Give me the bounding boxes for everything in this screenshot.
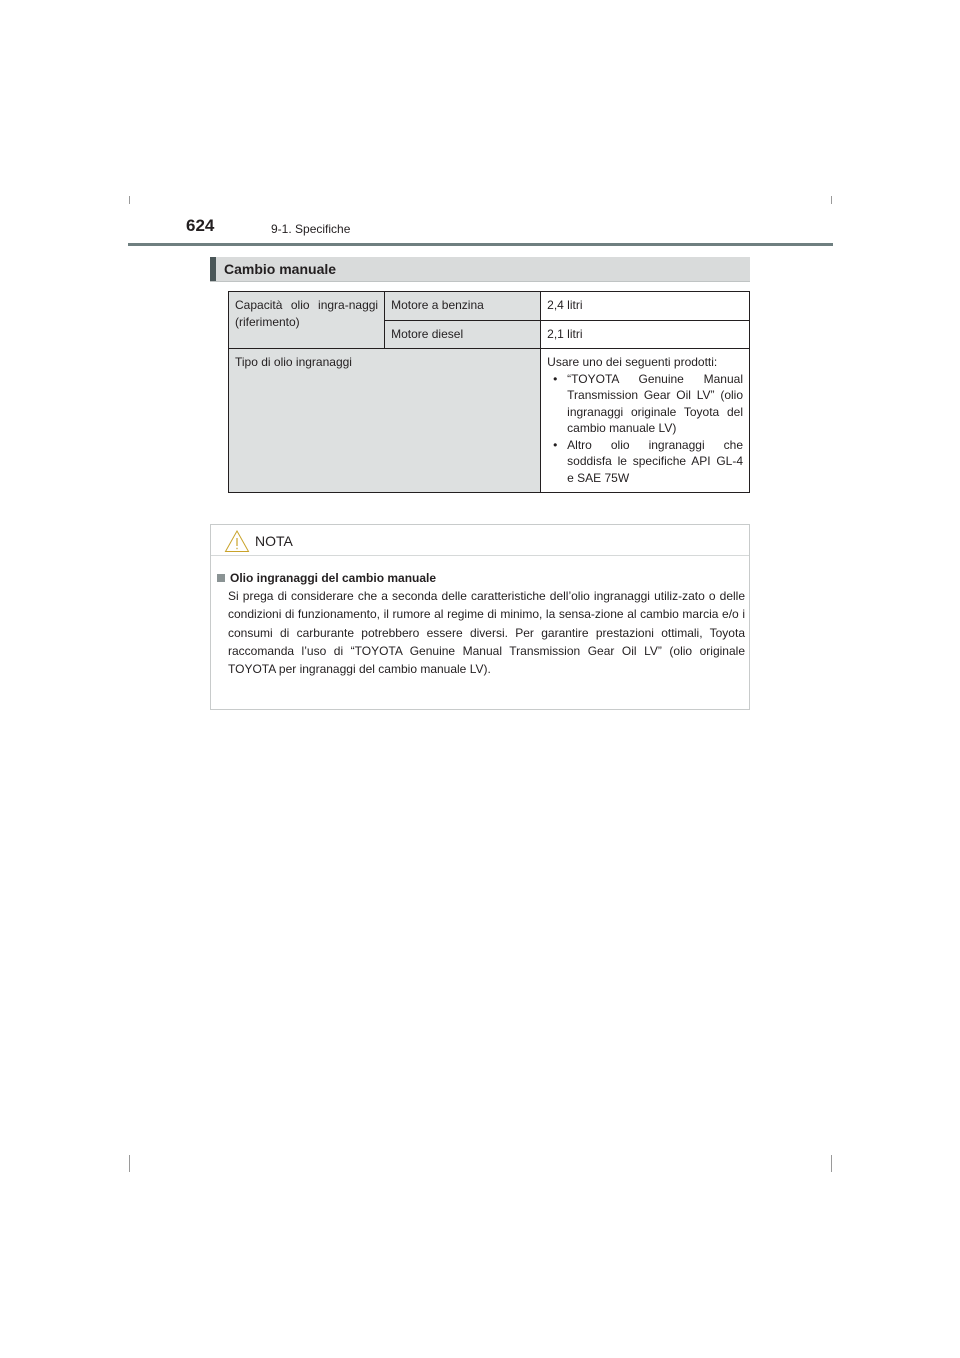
note-content (215, 569, 745, 678)
list-item: • “TOYOTA Genuine Manual Transmission Gear Oil LV” (olio ingranaggi originale Toyota del cambio manuale LV) (547, 371, 743, 437)
table-row (229, 292, 750, 321)
crop-mark (831, 196, 832, 204)
note-body: Si prega di considerare che a seconda delle caratteristiche dell’olio ingranaggi utiliz-zato o delle condizioni di funzionamento, il rumore al regime di minimo, la sensa-zione al cambio marcia e/o i consumi di carburante potrebbero essere diversi. Per garantire prestazioni ottimali, Toyota raccomanda l’uso di “TOYOTA Genuine Manual Transmission Gear Oil LV” (olio originale TOYOTA per ingranaggi del cambio manuale LV). (228, 589, 745, 677)
square-bullet-icon (217, 574, 225, 582)
oil-type-cell (541, 349, 750, 493)
table-row (229, 349, 750, 493)
note-header (211, 525, 749, 556)
warning-triangle-icon (224, 529, 250, 553)
heading-accent (210, 257, 216, 281)
page-number: 624 (186, 216, 215, 235)
value-cell: 2,1 litri (541, 320, 750, 349)
crop-mark (129, 196, 130, 204)
crop-mark (129, 1155, 130, 1172)
oil-list (547, 371, 743, 487)
note-title: NOTA (255, 533, 293, 549)
engine-cell: Motore diesel (385, 320, 541, 349)
oil-intro: Usare uno dei seguenti prodotti: (547, 355, 718, 369)
header-rule (128, 243, 833, 246)
heading-title: Cambio manuale (224, 261, 337, 277)
section-heading (210, 257, 750, 282)
note-subtitle: Olio ingranaggi del cambio manuale (230, 571, 437, 585)
engine-cell: Motore a benzina (385, 292, 541, 321)
note-subtitle-row (215, 569, 745, 587)
value-cell: 2,4 litri (541, 292, 750, 321)
spec-table (228, 291, 750, 493)
section-header: 9-1. Specifiche (271, 222, 351, 236)
list-item: • Altro olio ingranaggi che soddisfa le specifiche API GL-4 e SAE 75W (547, 437, 743, 487)
oil-type-label-cell: Tipo di olio ingranaggi (229, 349, 541, 493)
capacity-label-cell: Capacità olio ingra-naggi (riferimento) (229, 292, 385, 349)
crop-mark (831, 1155, 832, 1172)
note-box (210, 524, 750, 710)
